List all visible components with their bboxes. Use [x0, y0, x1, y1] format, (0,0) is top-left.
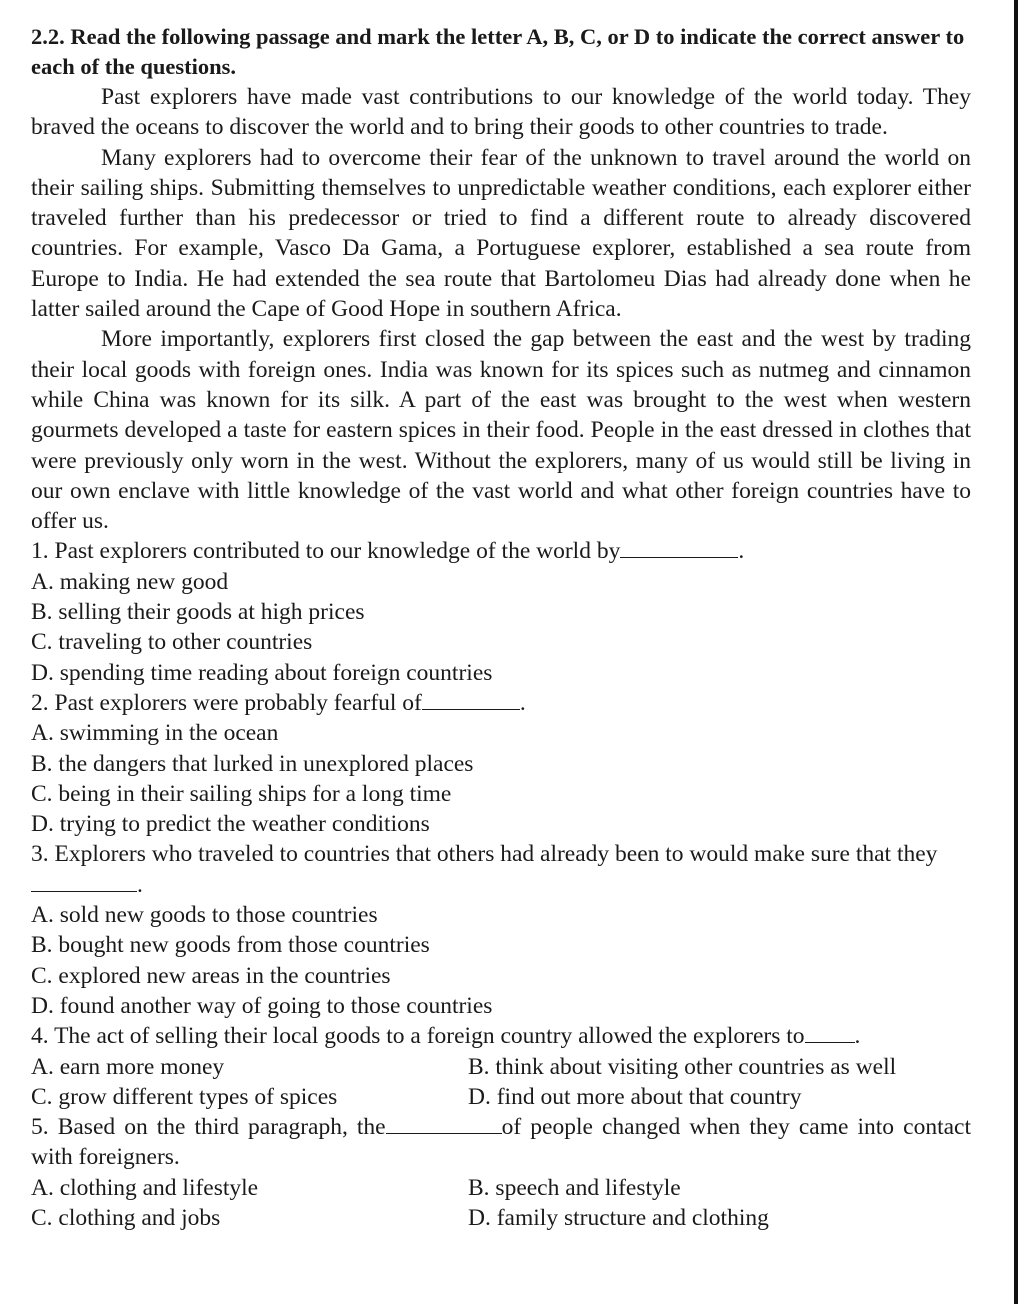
question-1-option-d: D. spending time reading about foreign countries [31, 659, 493, 686]
question-5 [31, 1112, 971, 1233]
answer-blank [620, 537, 738, 558]
page-right-border [1014, 0, 1018, 1304]
question-2-option-d: D. trying to predict the weather conditions [31, 811, 430, 838]
question-3 [31, 839, 971, 1021]
question-5-option-a: A. clothing and lifestyle [31, 1174, 259, 1201]
question-3-option-a: A. sold new goods to those countries [31, 902, 378, 929]
section-heading: 2.2. Read the following passage and mark the letter A, B, C, or D to indicate the correct answer to each of the questions. [31, 24, 965, 79]
question-1 [31, 536, 971, 687]
question-4-options-row-2 [31, 1082, 971, 1112]
question-1-option-b: B. selling their goods at high prices [31, 599, 365, 626]
answer-blank [386, 1113, 502, 1134]
question-2-option-b: B. the dangers that lurked in unexplored places [31, 750, 474, 777]
question-4 [31, 1021, 971, 1112]
question-5-options-row-2 [31, 1203, 971, 1233]
question-4-option-a: A. earn more money [31, 1053, 225, 1080]
question-1-option-c: C. traveling to other countries [31, 629, 313, 656]
passage-paragraph-2: Many explorers had to overcome their fear of the unknown to travel around the world on their sailing ships. Submitting themselves to unpredictable weather conditions, each explorer either traveled further than his predecessor or tried to find a different route to already discovered countries. For example, Vasco Da Gama, a Portuguese explorer, established a sea route from Europe to India. He had extended the sea route that Bartolomeu Dias had already done when he latter sailed around the Cape of Good Hope in southern Africa. [31, 144, 971, 323]
question-4-options-row-1 [31, 1052, 971, 1082]
question-3-option-c: C. explored new areas in the countries [31, 962, 391, 989]
passage-paragraph-3: More importantly, explorers first closed the gap between the east and the west by trading their local goods with foreign ones. India was known for its spices such as nutmeg and cinnamon while China was known for its silk. A part of the east was brought to the west when western gourmets developed a taste for eastern spices in their food. People in the east dressed in clothes that were previously only worn in the west. Without the explorers, many of us would still be living in our own enclave with little knowledge of the vast world and what other foreign countries have to offer us. [31, 326, 971, 535]
question-3-option-d: D. found another way of going to those countries [31, 992, 493, 1019]
question-2-option-c: C. being in their sailing ships for a long time [31, 780, 452, 807]
answer-blank [422, 689, 520, 710]
question-4-option-c: C. grow different types of spices [31, 1083, 338, 1110]
answer-blank [805, 1022, 855, 1043]
question-1-option-a: A. making new good [31, 568, 229, 595]
question-3-option-b: B. bought new goods from those countries [31, 932, 430, 959]
answer-blank [31, 871, 137, 892]
question-2 [31, 688, 971, 839]
question-5-option-c: C. clothing and jobs [31, 1204, 221, 1231]
question-1-stem: 1. Past explorers contributed to our knowledge of the world by . [31, 538, 745, 565]
passage-paragraph-1: Past explorers have made vast contributions to our knowledge of the world today. They braved the oceans to discover the world and to bring their goods to other countries to trade. [31, 84, 971, 141]
reading-passage [31, 82, 971, 536]
question-5-stem: 5. Based on the third paragraph, the of people changed when they came into contact with foreigners. [31, 1114, 971, 1171]
question-5-option-d: D. family structure and clothing [468, 1204, 769, 1231]
question-2-stem: 2. Past explorers were probably fearful of . [31, 689, 526, 716]
question-4-option-d: D. find out more about that country [468, 1083, 802, 1110]
question-3-stem: 3. Explorers who traveled to countries that others had already been to would make sure that they. [31, 841, 938, 898]
worksheet [31, 22, 971, 1233]
question-5-options-row-1 [31, 1173, 971, 1203]
question-2-option-a: A. swimming in the ocean [31, 720, 279, 747]
question-4-option-b: B. think about visiting other countries as well [468, 1053, 897, 1080]
question-5-option-b: B. speech and lifestyle [468, 1174, 681, 1201]
question-4-stem: 4. The act of selling their local goods to a foreign country allowed the explorers to . [31, 1023, 861, 1050]
